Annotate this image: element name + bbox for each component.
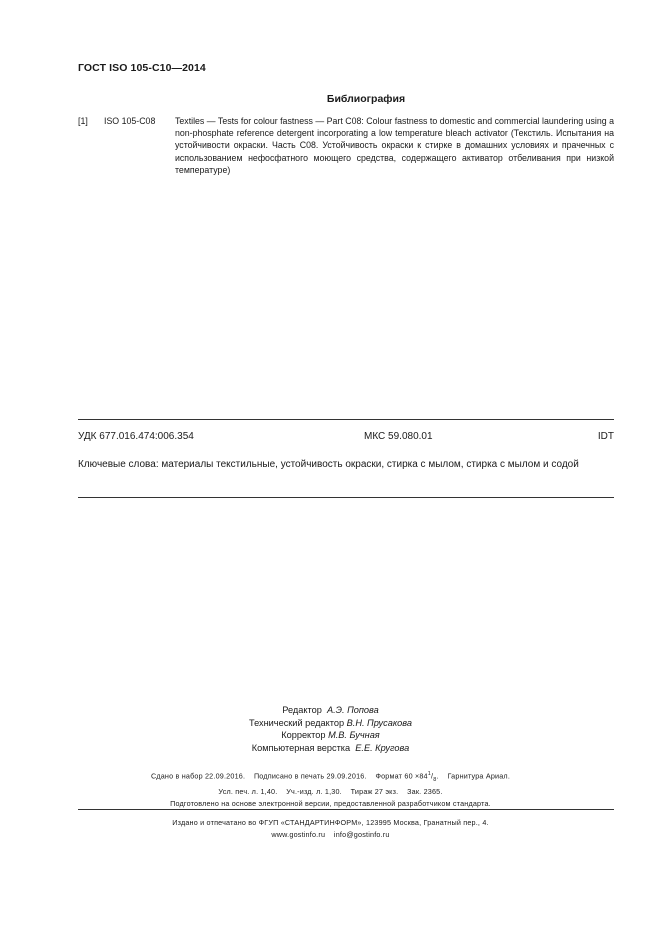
credit-role: Компьютерная верстка [251, 742, 351, 753]
print-dates: Сдано в набор 22.09.2016. Подписано в печать 29.09.2016. Формат 60 ×84 [150, 771, 428, 781]
credit-person: Е.Е. Кругова [355, 742, 410, 753]
credit-person: В.Н. Прусакова [346, 717, 412, 728]
format-fraction-sup: 1 [427, 771, 432, 777]
print-info-line3: Подготовлено на основе электронной версии, предоставленной разработчиком стандарта. [170, 798, 491, 808]
divider-publisher [78, 809, 614, 810]
credit-role: Редактор [282, 705, 322, 715]
divider-bottom [78, 497, 614, 498]
mks-code: МКС 59.080.01 [364, 431, 433, 442]
bibliography-title: Библиография [326, 93, 406, 105]
idt-marker: IDT [597, 431, 614, 442]
format-fraction-sub: 8 [433, 776, 437, 783]
entry-standard: ISO 105-C08 [104, 116, 156, 126]
udk-code: УДК 677.016.474:006.354 [78, 431, 194, 442]
credit-layout [0, 742, 661, 755]
credit-editor [0, 704, 661, 717]
print-info [0, 769, 661, 809]
entry-text: Textiles — Tests for colour fastness — Part C08: Colour fastness to domestic and commercial laundering using a non-phosphate reference detergent incorporating a low temperature bleach activator (Текстиль. Испытания на устойчивости окраски. Часть C08. Устойчивость окраски к стирке в домашних условиях и прачечных с использованием нефосфатного моющего средства, содержащего активатор отбеливания при низкой температуре) [175, 116, 614, 175]
publisher-address: Издано и отпечатано во ФГУП «СТАНДАРТИНФОРМ», 123995 Москва, Гранатный пер., 4. [172, 818, 489, 827]
publisher-info [0, 817, 661, 840]
credit-proofreader [0, 729, 661, 742]
print-info-line2: Усл. печ. л. 1,40. Уч.-изд. л. 1,30. Тираж 27 экз. Зак. 2365. [218, 787, 443, 797]
credit-role: Корректор [281, 730, 326, 740]
credit-person: М.В. Бучная [328, 730, 380, 740]
credit-tech-editor [0, 717, 661, 730]
print-info-line1: Сдано в набор 22.09.2016. Подписано в печать 29.09.2016. Формат $60 \times 84^1/_8$. Гарнитура Ариал. [150, 771, 511, 783]
publisher-contacts: www.gostinfo.ru info@gostinfo.ru [271, 829, 390, 839]
keywords: Ключевые слова: материалы текстильные, устойчивость окраски, стирка с мылом, стирка с мылом и содой [78, 459, 579, 470]
document-code-header: ГОСТ ISO 105-C10—2014 [78, 62, 206, 74]
print-typeface: . Гарнитура Ариал. [436, 771, 511, 781]
credit-role: Технический редактор [249, 717, 345, 728]
credit-person: А.Э. Попова [326, 705, 379, 715]
entry-number: [1] [78, 116, 88, 126]
credits-block [0, 704, 661, 754]
divider-top [78, 419, 614, 420]
